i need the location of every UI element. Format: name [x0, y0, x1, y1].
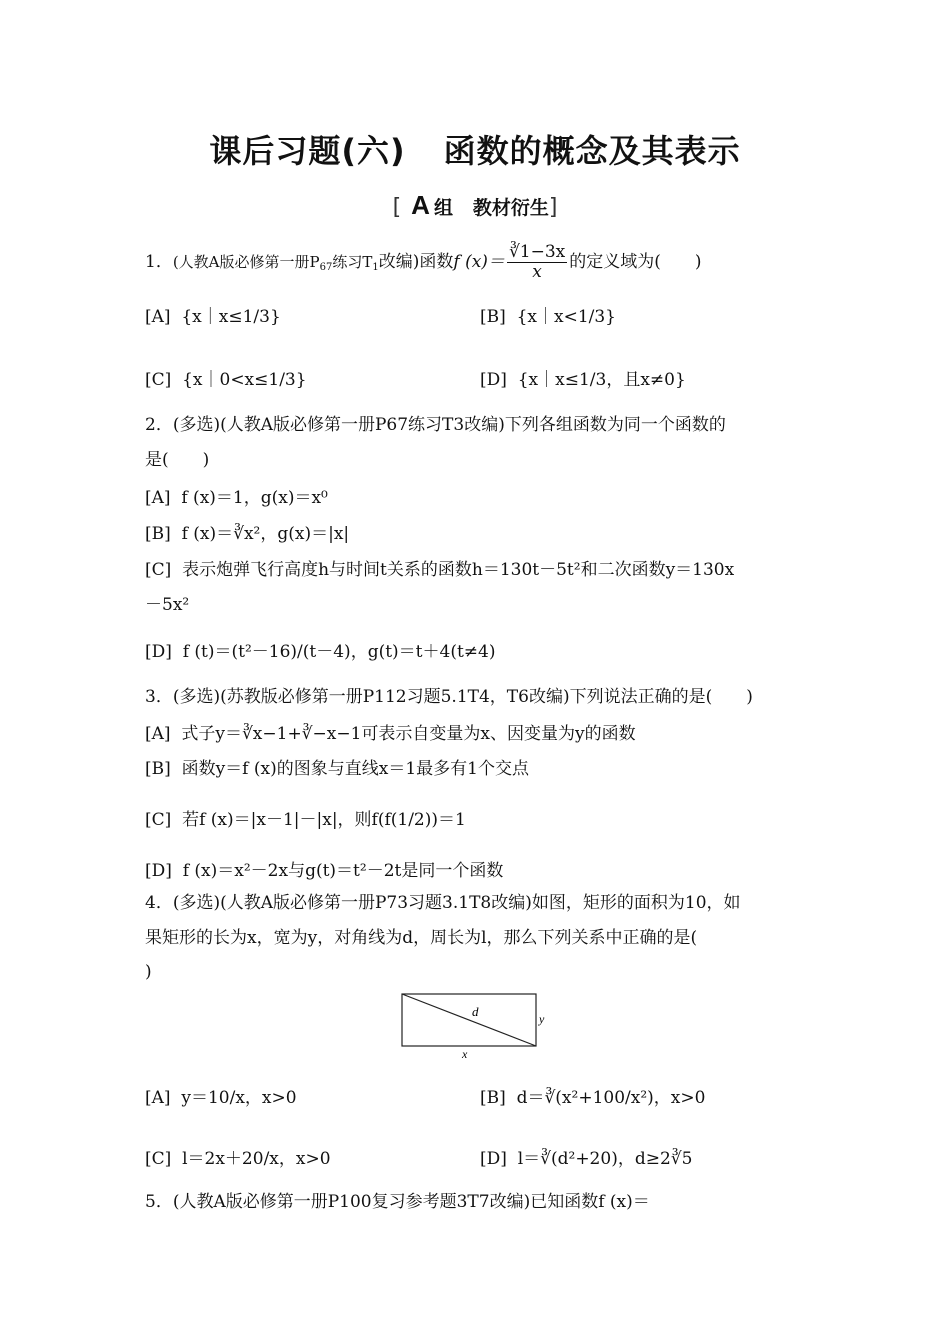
q4-option-d[interactable] [480, 1144, 692, 1169]
q5-line-1: 5．(人教A版必修第一册P100复习参考题3T7改编)已知函数f (x)＝ [145, 1192, 650, 1212]
q4-b-label: [B] [480, 1088, 506, 1108]
question-4-stem [145, 891, 741, 915]
bracket-left: [ [392, 195, 402, 220]
label-x: x [462, 1047, 468, 1060]
group-name: 教材衍生 [472, 197, 549, 219]
q1-source-end: 改编)函数 [378, 252, 454, 272]
q3-option-a[interactable] [145, 719, 636, 744]
question-3-stem [145, 685, 753, 709]
q2-line-2: 是( ) [145, 450, 210, 470]
q1-source-page: 67 [319, 262, 333, 273]
question-4-stem-cont [145, 926, 697, 950]
bracket-right: ] [548, 195, 558, 220]
page-title [0, 126, 950, 172]
q1-option-b[interactable] [480, 302, 616, 327]
q1-d-text: {x｜x≤1/3，且x≠0} [517, 370, 686, 390]
title-main: 课后习题(六) [209, 132, 406, 170]
q4-d-label: [D] [480, 1149, 507, 1169]
question-5-stem [145, 1190, 650, 1214]
rectangle-diagonal [402, 994, 536, 1046]
q1-option-a[interactable] [145, 302, 281, 327]
q2-c-text-cont: －5x² [145, 595, 190, 615]
q2-option-b[interactable] [145, 519, 349, 544]
q1-a-label: [A] [145, 307, 171, 327]
title-topic: 函数的概念及其表示 [443, 132, 741, 170]
q2-option-c[interactable] [145, 555, 734, 580]
q3-c-label: [C] [145, 810, 172, 830]
q2-line-1: 2．(多选)(人教A版必修第一册P67练习T3改编)下列各组函数为同一个函数的 [145, 415, 726, 435]
q2-b-text: f (x)＝∛x²，g(x)＝|x| [181, 524, 350, 544]
label-y: y [539, 1012, 545, 1026]
q3-a-label: [A] [145, 724, 171, 744]
q2-option-a[interactable] [145, 483, 328, 508]
q1-source: (人教A版必修第一册P [172, 253, 320, 271]
q3-line-1: 3．(多选)(苏教版必修第一册P112习题5.1T4，T6改编)下列说法正确的是( ) [145, 687, 753, 707]
q1-option-c[interactable] [145, 365, 307, 390]
q1-b-text: {x｜x<1/3} [516, 307, 616, 327]
q1-a-text: {x｜x≤1/3} [181, 307, 281, 327]
rectangle-figure [395, 988, 565, 1060]
q4-line-2: 果矩形的长为x，宽为y，对角线为d，周长为l，那么下列关系中正确的是( [145, 928, 698, 948]
question-2-stem [145, 413, 726, 437]
question-4-stem-end [145, 960, 152, 984]
q3-c-text: 若f (x)＝|x－1|－|x|，则f(f(1/2))＝1 [182, 810, 466, 830]
q1-c-label: [C] [145, 370, 172, 390]
group-header [0, 190, 950, 221]
q3-a-text: 式子y＝∛x−1+∛−x−1可表示自变量为x、因变量为y的函数 [181, 724, 636, 744]
group-label: 组 [433, 197, 453, 219]
question-1-stem [145, 243, 702, 282]
q2-a-label: [A] [145, 488, 171, 508]
q1-c-text: {x｜0<x≤1/3} [182, 370, 307, 390]
q1-denominator: x [532, 262, 542, 282]
q2-c-label: [C] [145, 560, 172, 580]
q1-tail: 的定义域为( ) [569, 252, 702, 272]
q4-option-a[interactable] [145, 1083, 297, 1108]
q1-fx: f (x)＝ [453, 252, 505, 272]
q3-d-label: [D] [145, 861, 172, 881]
q4-option-b[interactable] [480, 1083, 705, 1108]
q2-option-c-cont [145, 590, 189, 615]
q2-option-d[interactable] [145, 637, 495, 662]
q4-c-label: [C] [145, 1149, 172, 1169]
q3-b-text: 函数y＝f (x)的图象与直线x＝1最多有1个交点 [181, 759, 529, 779]
question-2-stem-cont [145, 448, 209, 472]
q2-d-label: [D] [145, 642, 172, 662]
q4-line-3: ) [145, 962, 152, 982]
q3-option-d[interactable] [145, 856, 503, 881]
q1-option-d[interactable] [480, 365, 686, 390]
q1-numerator: ∛1−3x [508, 242, 566, 262]
q4-d-text: l＝∛(d²+20)，d≥2∛5 [517, 1149, 693, 1169]
q2-d-text: f (t)＝(t²－16)/(t－4)，g(t)＝t＋4(t≠4) [182, 642, 496, 662]
q4-b-text: d＝∛(x²+100/x²)，x>0 [516, 1088, 706, 1108]
q3-option-b[interactable] [145, 754, 529, 779]
q4-a-label: [A] [145, 1088, 171, 1108]
q4-line-1: 4．(多选)(人教A版必修第一册P73习题3.1T8改编)如图，矩形的面积为10，如 [145, 893, 741, 913]
q3-d-text: f (x)＝x²－2x与g(t)＝t²－2t是同一个函数 [182, 861, 504, 881]
q3-option-c[interactable] [145, 805, 466, 830]
q1-fraction [507, 243, 567, 282]
q4-c-text: l＝2x＋20/x，x>0 [182, 1149, 331, 1169]
q3-b-label: [B] [145, 759, 171, 779]
q2-b-label: [B] [145, 524, 171, 544]
label-d: d [472, 1004, 479, 1019]
group-letter: A [411, 190, 430, 220]
q1-d-label: [D] [480, 370, 507, 390]
q4-option-c[interactable] [145, 1144, 331, 1169]
q1-source-number: 1 [372, 262, 379, 273]
q2-a-text: f (x)＝1，g(x)＝x⁰ [181, 488, 328, 508]
q4-a-text: y＝10/x，x>0 [181, 1088, 297, 1108]
q2-c-text: 表示炮弹飞行高度h与时间t关系的函数h＝130t－5t²和二次函数y＝130x [182, 560, 735, 580]
q1-b-label: [B] [480, 307, 506, 327]
q1-number: 1． [145, 252, 173, 272]
q1-source-exercise: 练习T [332, 253, 373, 271]
